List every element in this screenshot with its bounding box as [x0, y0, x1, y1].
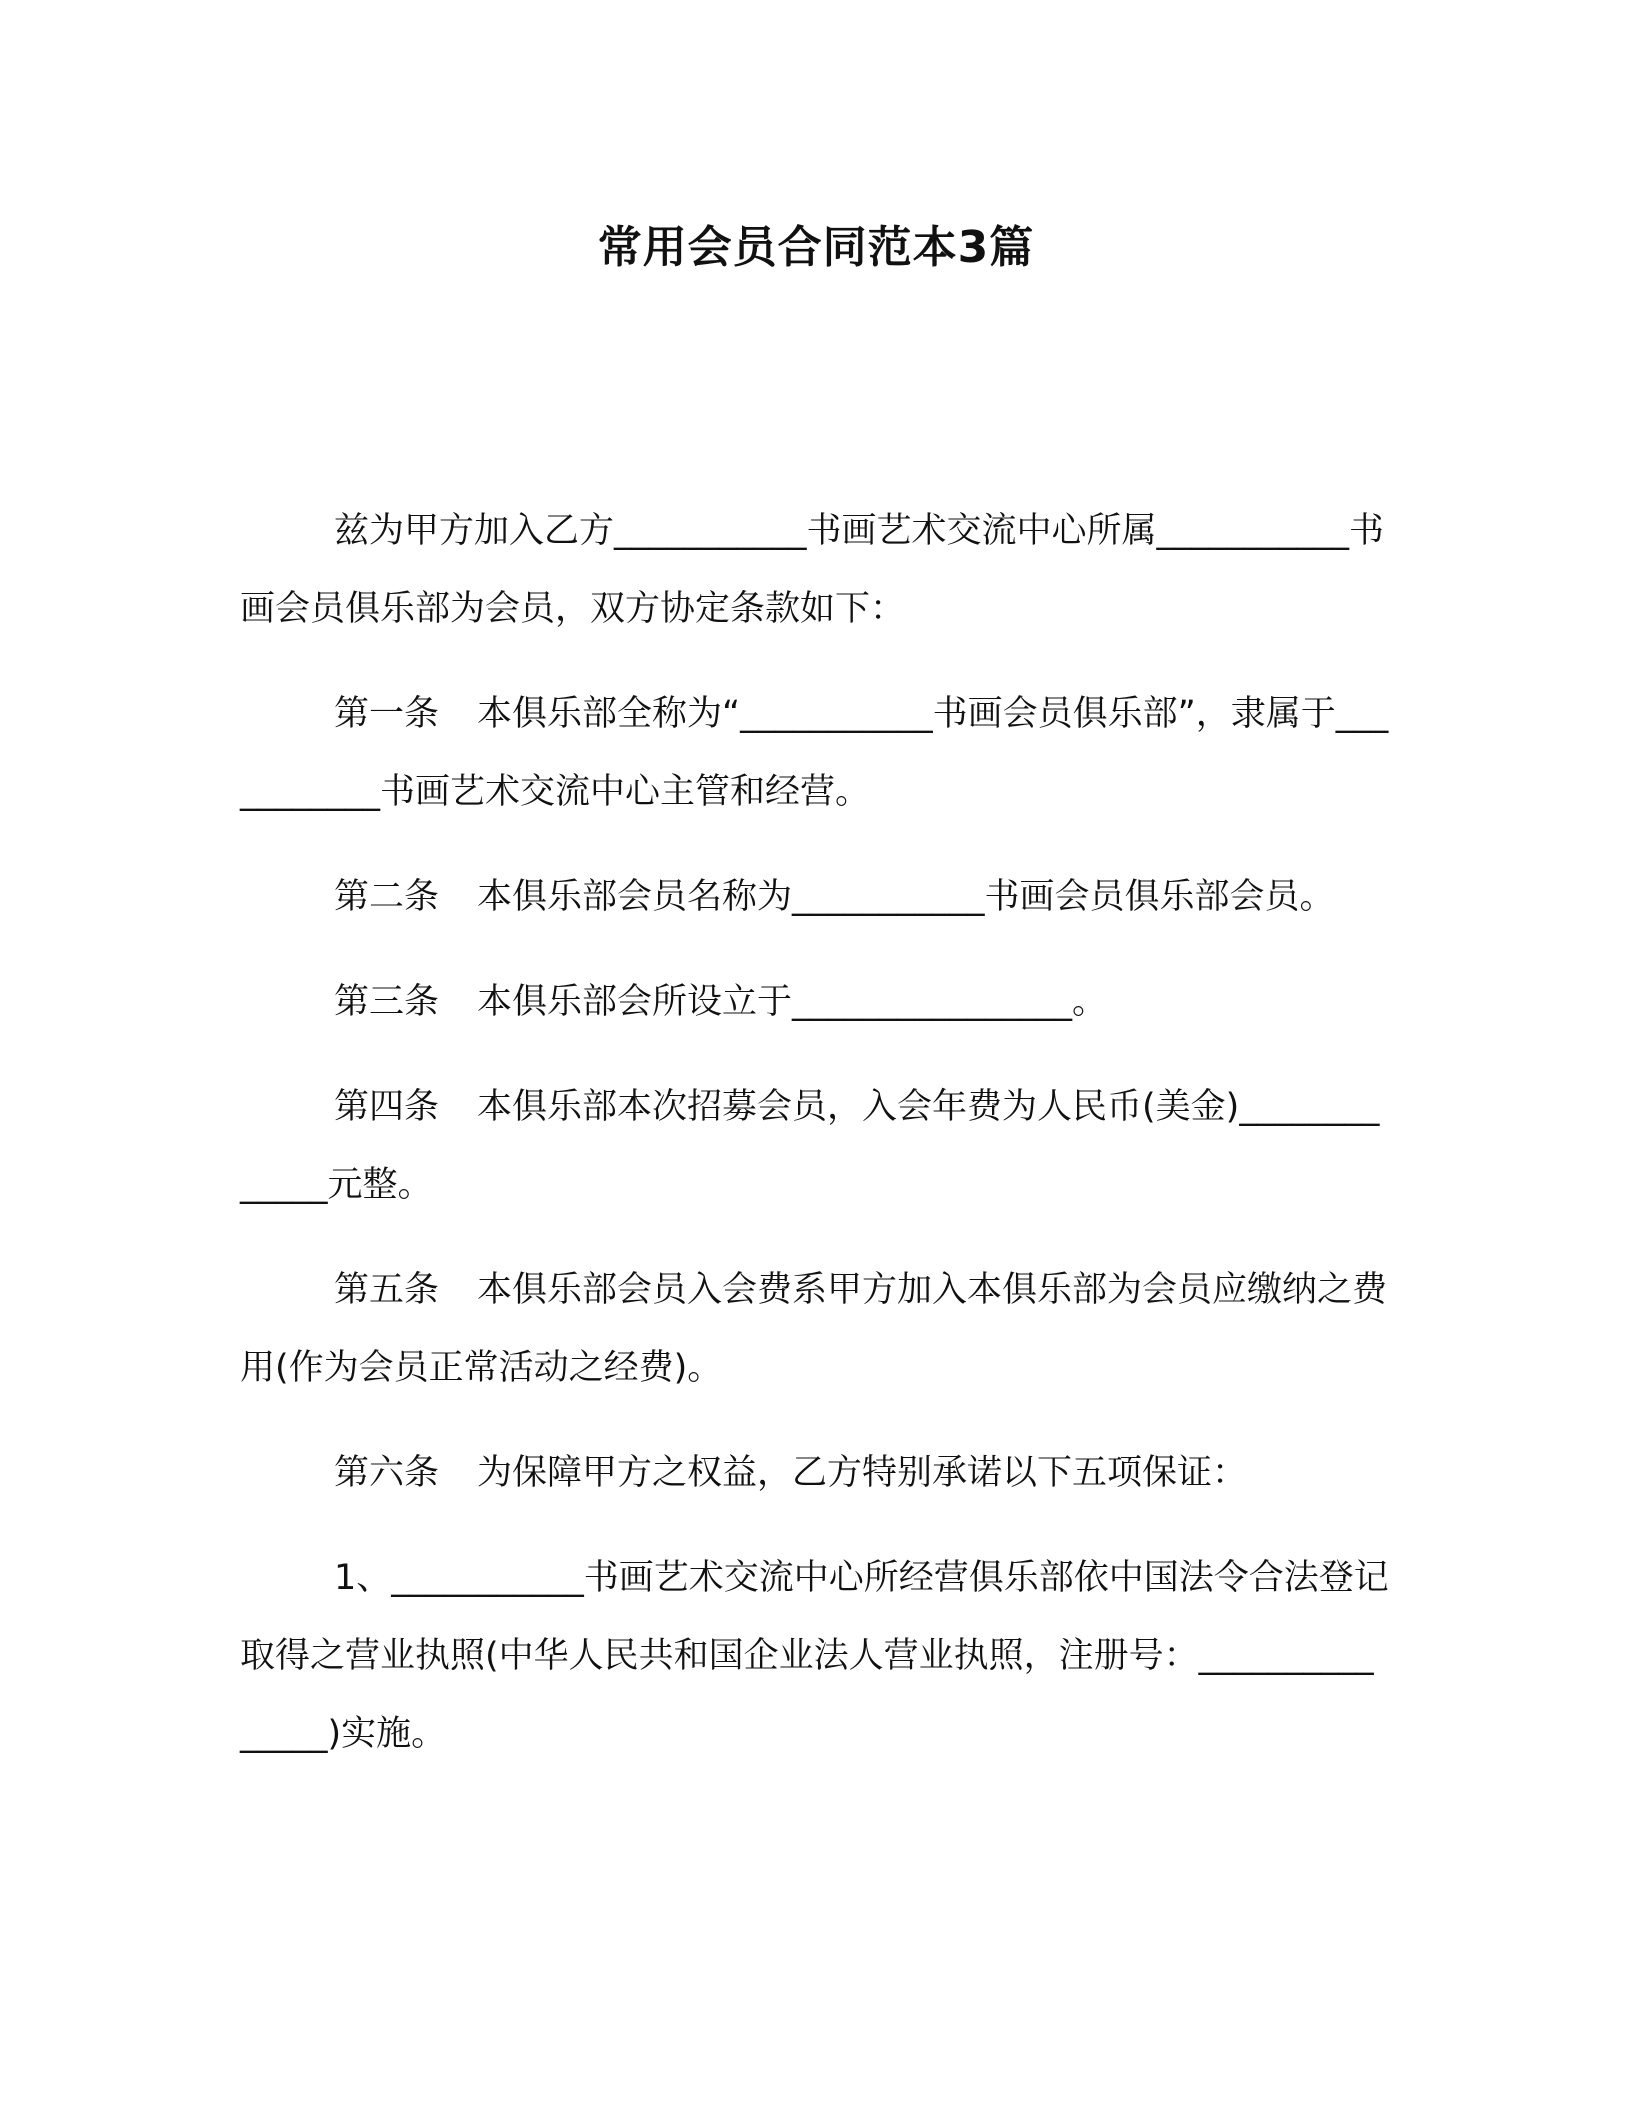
guarantee-item-1: [240, 1539, 1390, 1773]
document-title: 常用会员合同范本3篇: [597, 222, 1035, 273]
article-2-paragraph: [240, 858, 1390, 936]
paragraph-text: 兹为甲方加入乙方___________书画艺术交流中心所属___________书画会员俱乐部为会员，双方协定条款如下：: [240, 511, 1385, 629]
article-number: 第三条: [334, 982, 440, 1022]
paragraph-text: 本俱乐部会员名称为___________书画会员俱乐部会员。: [477, 877, 1335, 917]
article-3-paragraph: [240, 963, 1390, 1041]
paragraph-text: 本俱乐部全称为“___________书画会员俱乐部”，隶属于___________书画艺术交流中心主管和经营。: [240, 694, 1389, 812]
contract-body: [240, 492, 1390, 1800]
paragraph-text: 本俱乐部会所设立于________________。: [477, 982, 1108, 1022]
intro-paragraph: [240, 492, 1390, 648]
article-number: 第二条: [334, 877, 440, 917]
article-5-paragraph: [240, 1251, 1390, 1407]
article-number: 第四条: [334, 1087, 440, 1127]
paragraph-text: 本俱乐部会员入会费系甲方加入本俱乐部为会员应缴纳之费用(作为会员正常活动之经费)。: [240, 1270, 1388, 1388]
paragraph-text: 为保障甲方之权益，乙方特别承诺以下五项保证：: [477, 1453, 1248, 1493]
article-6-paragraph: [240, 1434, 1390, 1512]
article-number: 第一条: [334, 694, 440, 734]
article-number: 第五条: [334, 1270, 440, 1310]
paragraph-text: 本俱乐部本次招募会员，入会年费为人民币(美金)_____________元整。: [240, 1087, 1380, 1205]
article-4-paragraph: [240, 1068, 1390, 1224]
article-number: 第六条: [334, 1453, 440, 1493]
article-1-paragraph: [240, 675, 1390, 831]
paragraph-text: 1、___________书画艺术交流中心所经营俱乐部依中国法令合法登记取得之营业执照(中华人民共和国企业法人营业执照，注册号：_______________)实施。: [240, 1558, 1389, 1754]
